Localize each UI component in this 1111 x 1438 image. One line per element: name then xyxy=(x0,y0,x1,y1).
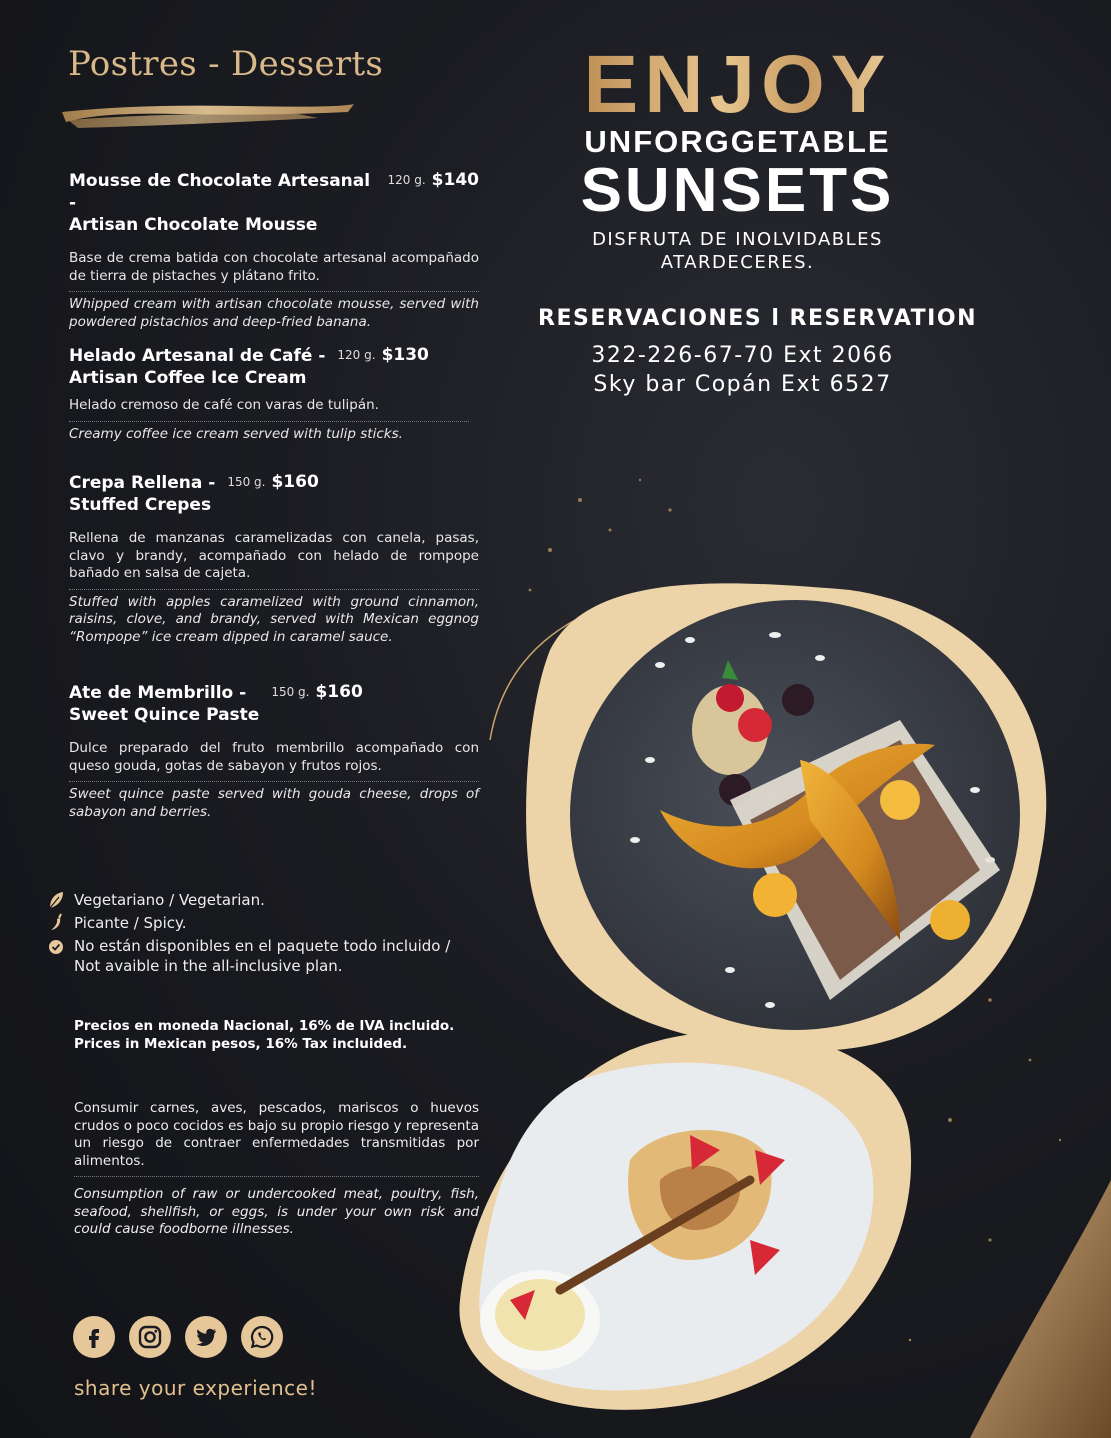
item-name: Crepa Rellena - Stuffed Crepes xyxy=(69,473,216,515)
menu-item-stuffed-crepes xyxy=(69,472,479,646)
whatsapp-icon[interactable] xyxy=(241,1316,283,1358)
item-weight: 150 g. xyxy=(271,685,310,699)
item-name: Helado Artesanal de Café - Artisan Coffee Ice Cream xyxy=(69,346,326,388)
item-weight: 120 g. xyxy=(337,348,376,362)
chili-icon xyxy=(46,913,66,933)
leaf-icon xyxy=(46,890,66,910)
item-description-en: Stuffed with apples caramelized with ground cinnamon, raisins, clove, and brandy, served with Mexican eggnog “Rompope” ice cream dipped in caramel sauce. xyxy=(69,593,479,645)
twitter-icon[interactable] xyxy=(185,1316,227,1358)
promo-sunsets: SUNSETS xyxy=(580,156,895,225)
reservations-heading: RESERVACIONES l RESERVATION xyxy=(538,306,977,331)
item-description-en: Whipped cream with artisan chocolate mousse, served with powdered pistachios and deep-fried banana. xyxy=(69,296,479,330)
item-description-es: Base de crema batida con chocolate artesanal acompañado de tierra de pistaches y plátano frito. xyxy=(69,250,479,292)
share-cta: share your experience! xyxy=(74,1376,317,1400)
instagram-icon[interactable] xyxy=(129,1316,171,1358)
item-description-es: Helado cremoso de café con varas de tulipán. xyxy=(69,397,469,422)
menu-item-chocolate-mousse xyxy=(69,170,479,331)
item-description-en: Sweet quince paste served with gouda cheese, drops of sabayon and berries. xyxy=(69,786,479,820)
item-description-es: Dulce preparado del fruto membrillo acompañado con queso gouda, gotas de sabayon y frutos rojos. xyxy=(69,740,479,782)
promo-enjoy: ENJOY xyxy=(560,40,915,130)
item-description-en: Creamy coffee ice cream served with tulip sticks. xyxy=(69,425,403,442)
health-warning-en: Consumption of raw or undercooked meat, poultry, fish, seafood, shellfish, or eggs, is under your own risk and could cause foodborne illnesses. xyxy=(74,1186,479,1237)
gold-brush-stroke xyxy=(58,100,358,130)
item-weight: 150 g. xyxy=(227,475,266,489)
facebook-icon[interactable] xyxy=(73,1316,115,1358)
social-links xyxy=(73,1316,283,1358)
promo-subtitle: DISFRUTA DE INOLVIDABLES ATARDECERES. xyxy=(592,229,883,273)
page-title: Postres - Desserts xyxy=(68,44,384,84)
legend-spicy: Picante / Spicy. xyxy=(46,913,486,933)
dietary-legend xyxy=(46,890,486,979)
item-price: $140 xyxy=(431,170,479,190)
item-description-es: Rellena de manzanas caramelizadas con canela, pasas, clavo y brandy, acompañado con helado de rompope bañado en salsa de cajeta. xyxy=(69,530,479,590)
item-price: $160 xyxy=(271,472,319,492)
check-circle-icon xyxy=(46,936,66,956)
item-price: $160 xyxy=(315,682,363,702)
dessert-photo-collage xyxy=(430,440,1111,1438)
prices-note: Precios en moneda Nacional, 16% de IVA incluido. Prices in Mexican pesos, 16% Tax incluided. xyxy=(74,1018,455,1052)
item-price: $130 xyxy=(381,345,429,365)
sky-bar-extension[interactable]: Sky bar Copán Ext 6527 xyxy=(593,372,892,397)
promo-unforgettable: UNFORGGETABLE xyxy=(584,124,891,159)
legend-not-included: No están disponibles en el paquete todo incluido / Not avaible in the all-inclusive plan. xyxy=(46,936,486,976)
legend-vegetarian: Vegetariano / Vegetarian. xyxy=(46,890,486,910)
menu-item-quince-paste xyxy=(69,682,479,821)
health-warning-es: Consumir carnes, aves, pescados, mariscos o huevos crudos o poco cocidos es bajo su propio riesgo y representa un riesgo de contraer enfermedades transmitidas por alimentos. xyxy=(74,1100,479,1177)
phone-number[interactable]: 322-226-67-70 Ext 2066 xyxy=(591,343,894,368)
item-name: Ate de Membrillo - Sweet Quince Paste xyxy=(69,683,260,725)
menu-item-coffee-ice-cream xyxy=(69,345,479,443)
item-name: Mousse de Chocolate Artesanal - Artisan Chocolate Mousse xyxy=(69,171,371,235)
item-weight: 120 g. xyxy=(387,173,426,187)
